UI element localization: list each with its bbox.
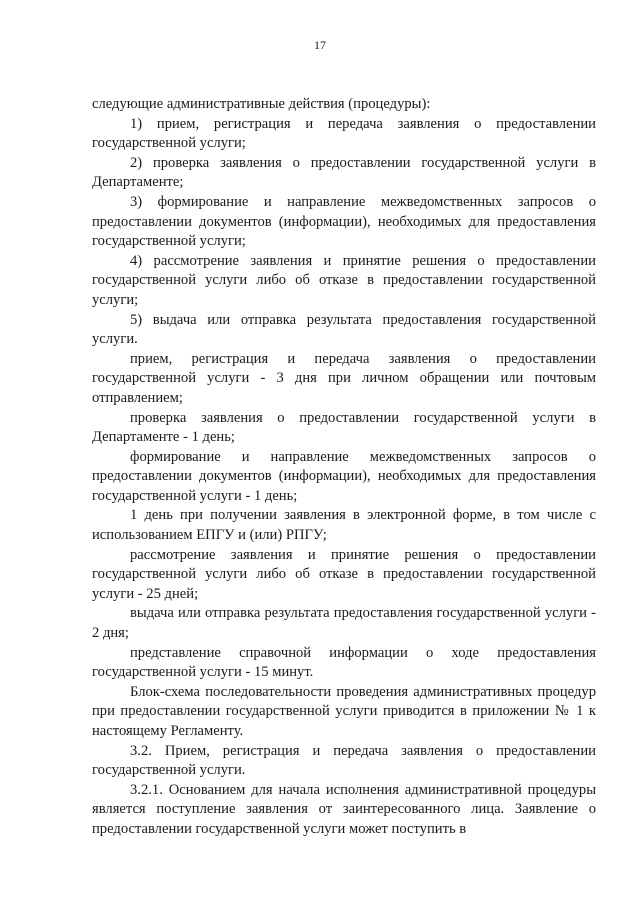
- paragraph: проверка заявления о предоставлении государственной услуги в Департаменте - 1 день;: [92, 409, 596, 446]
- paragraph: следующие административные действия (процедуры):: [92, 96, 431, 112]
- paragraph: 3.2. Прием, регистрация и передача заявления о предоставлении государственной услуги.: [92, 742, 596, 779]
- paragraph: 2) проверка заявления о предоставлении государственной услуги в Департаменте;: [92, 154, 596, 191]
- paragraph: прием, регистрация и передача заявления о предоставлении государственной услуги - 3 дня при личном обращении или почтовым отправлением;: [92, 350, 596, 406]
- document-body: [92, 95, 596, 840]
- paragraph: 3.2.1. Основанием для начала исполнения административной процедуры является поступление заявления от заинтересованного лица. Заявление о предоставлении государственной услуги может поступить в: [92, 781, 596, 837]
- paragraph: рассмотрение заявления и принятие решения о предоставлении государственной услуги либо об отказе в предоставлении государственной услуги - 25 дней;: [92, 546, 596, 602]
- paragraph: представление справочной информации о ходе предоставления государственной услуги - 15 минут.: [92, 644, 596, 681]
- paragraph: формирование и направление межведомственных запросов о предоставлении документов (информации), необходимых для предоставления государственной услуги - 1 день;: [92, 448, 596, 504]
- paragraph: 5) выдача или отправка результата предоставления государственной услуги.: [92, 311, 596, 348]
- paragraph: 3) формирование и направление межведомственных запросов о предоставлении документов (информации), необходимых для предоставления государственной услуги;: [92, 193, 596, 250]
- paragraph: 1) прием, регистрация и передача заявления о предоставлении государственной услуги;: [92, 115, 596, 152]
- page-number: 17: [314, 38, 326, 52]
- paragraph: 1 день при получении заявления в электронной форме, в том числе с использованием ЕПГУ и (или) РПГУ;: [92, 507, 596, 544]
- paragraph: 4) рассмотрение заявления и принятие решения о предоставлении государственной услуги либо об отказе в предоставлении государственной услуги;: [92, 252, 596, 308]
- paragraph: выдача или отправка результата предоставления государственной услуги - 2 дня;: [92, 605, 596, 642]
- paragraph: Блок-схема последовательности проведения административных процедур при предоставлении государственной услуги приводится в приложении № 1 к настоящему Регламенту.: [92, 683, 596, 739]
